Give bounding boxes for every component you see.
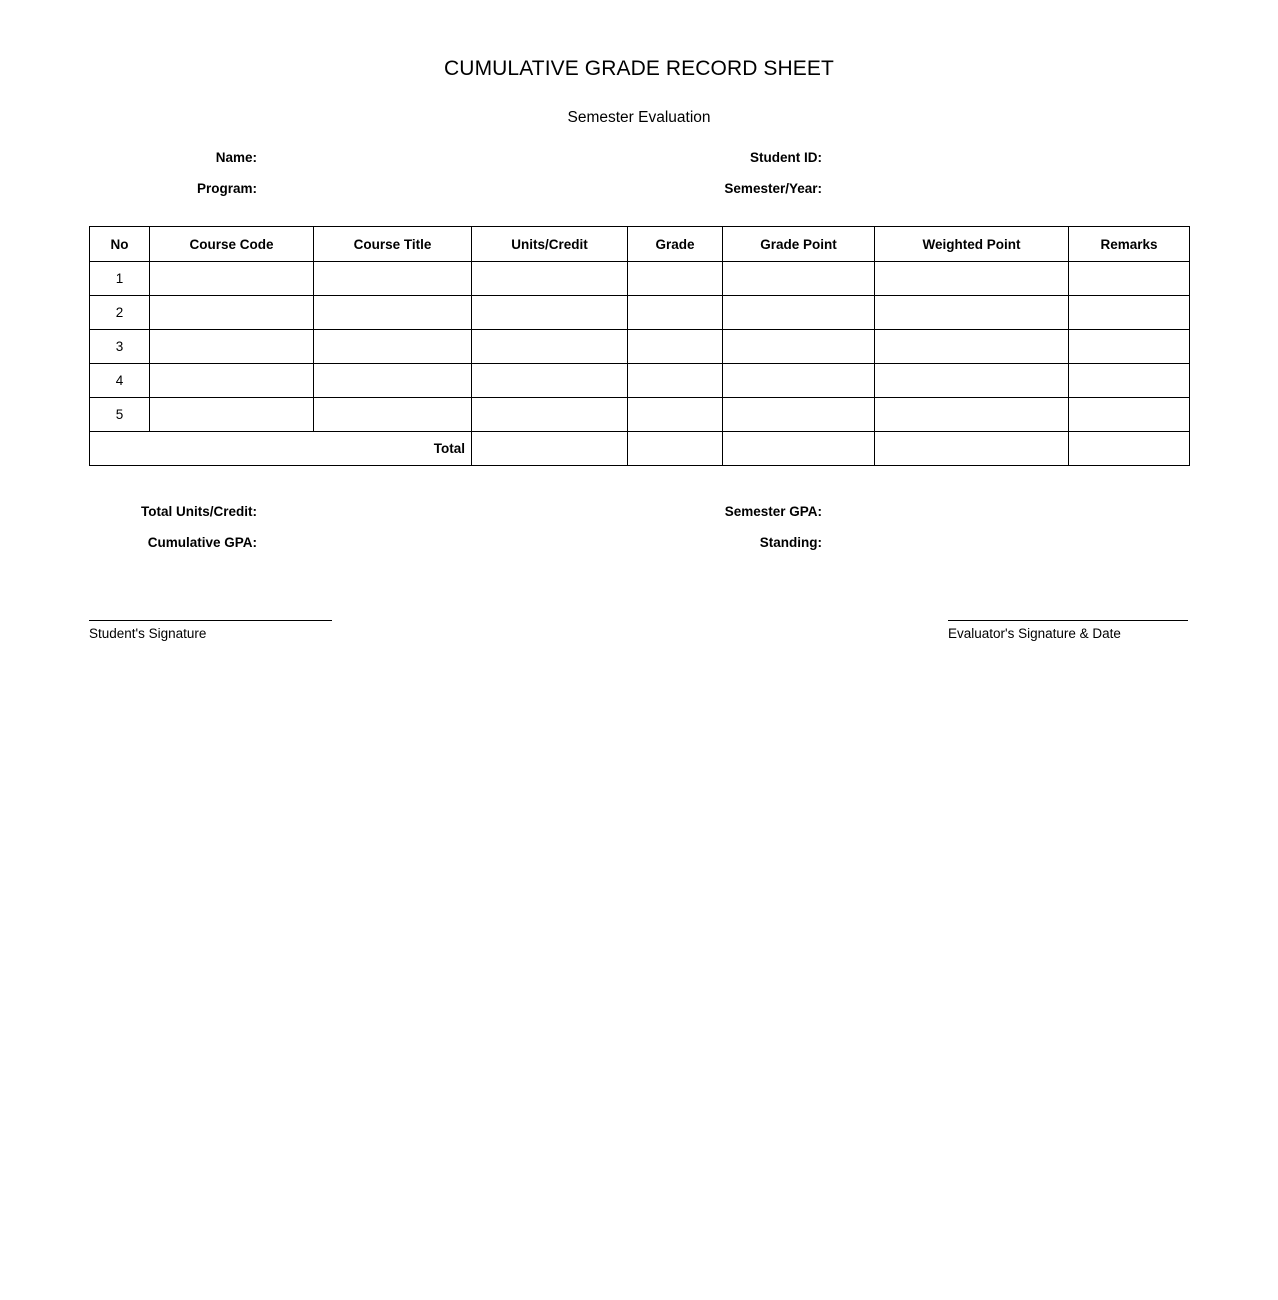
total-label: Total (90, 432, 472, 466)
cell-grade[interactable] (628, 262, 723, 296)
cell-units-credit[interactable] (472, 398, 628, 432)
table-row (90, 398, 1190, 432)
column-header-remarks: Remarks (1069, 227, 1190, 262)
column-header-grade-point: Grade Point (723, 227, 875, 262)
cell-weighted-point[interactable] (875, 296, 1069, 330)
cell-grade-point[interactable] (723, 262, 875, 296)
table-total-row (90, 432, 1190, 466)
student-signature-block (89, 620, 332, 641)
cell-remarks[interactable] (1069, 330, 1190, 364)
cell-course-code[interactable] (150, 330, 314, 364)
column-header-course-title: Course Title (314, 227, 472, 262)
cell-units-credit[interactable] (472, 262, 628, 296)
student-signature-caption: Student's Signature (89, 626, 207, 641)
column-header-no: No (90, 227, 150, 262)
evaluator-signature-caption: Evaluator's Signature & Date (948, 626, 1121, 641)
column-header-units-credit: Units/Credit (472, 227, 628, 262)
cell-grade-point[interactable] (723, 330, 875, 364)
total-cell-weighted-point[interactable] (875, 432, 1069, 466)
cell-grade-point[interactable] (723, 364, 875, 398)
grade-table (89, 226, 1190, 466)
cell-weighted-point[interactable] (875, 364, 1069, 398)
cell-weighted-point[interactable] (875, 330, 1069, 364)
cell-no: 3 (90, 330, 150, 364)
semester-year-label: Semester/Year: (724, 181, 822, 196)
total-cell-grade-point[interactable] (723, 432, 875, 466)
cell-course-code[interactable] (150, 364, 314, 398)
cell-weighted-point[interactable] (875, 398, 1069, 432)
column-header-weighted-point: Weighted Point (875, 227, 1069, 262)
cell-no: 2 (90, 296, 150, 330)
total-units-credit-label: Total Units/Credit: (141, 504, 257, 519)
cell-grade-point[interactable] (723, 398, 875, 432)
cell-remarks[interactable] (1069, 296, 1190, 330)
table-header-row (90, 227, 1190, 262)
program-label: Program: (196, 181, 257, 196)
table-row (90, 330, 1190, 364)
column-header-course-code: Course Code (150, 227, 314, 262)
cell-course-code[interactable] (150, 262, 314, 296)
cell-course-title[interactable] (314, 296, 472, 330)
total-cell-units-credit[interactable] (472, 432, 628, 466)
cell-units-credit[interactable] (472, 364, 628, 398)
cell-units-credit[interactable] (472, 330, 628, 364)
cell-grade[interactable] (628, 296, 723, 330)
cell-course-title[interactable] (314, 330, 472, 364)
cell-course-code[interactable] (150, 398, 314, 432)
cell-weighted-point[interactable] (875, 262, 1069, 296)
cell-units-credit[interactable] (472, 296, 628, 330)
table-row (90, 364, 1190, 398)
total-cell-grade[interactable] (628, 432, 723, 466)
cell-no: 4 (90, 364, 150, 398)
cell-remarks[interactable] (1069, 262, 1190, 296)
name-label: Name: (215, 150, 257, 165)
cell-grade[interactable] (628, 330, 723, 364)
semester-gpa-label: Semester GPA: (724, 504, 822, 519)
cell-no: 1 (90, 262, 150, 296)
student-id-label: Student ID: (750, 150, 822, 165)
table-row (90, 262, 1190, 296)
cell-no: 5 (90, 398, 150, 432)
evaluator-signature-block (948, 620, 1188, 641)
cell-remarks[interactable] (1069, 364, 1190, 398)
table-row (90, 296, 1190, 330)
page-subtitle: Semester Evaluation (567, 109, 711, 126)
cell-grade[interactable] (628, 398, 723, 432)
standing-label: Standing: (759, 535, 822, 550)
cell-remarks[interactable] (1069, 398, 1190, 432)
column-header-grade: Grade (628, 227, 723, 262)
cumulative-gpa-label: Cumulative GPA: (147, 535, 257, 550)
cell-course-title[interactable] (314, 262, 472, 296)
cell-course-code[interactable] (150, 296, 314, 330)
cell-course-title[interactable] (314, 398, 472, 432)
total-cell-remarks[interactable] (1069, 432, 1190, 466)
cell-course-title[interactable] (314, 364, 472, 398)
cell-grade[interactable] (628, 364, 723, 398)
cell-grade-point[interactable] (723, 296, 875, 330)
page-title: CUMULATIVE GRADE RECORD SHEET (444, 57, 834, 80)
